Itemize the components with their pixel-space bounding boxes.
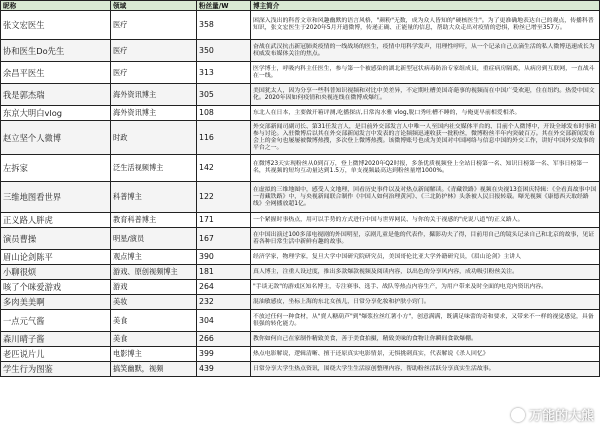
table-row: [1, 121, 600, 155]
cell-fans: 304: [197, 310, 251, 332]
cell-field: 明星/演员: [111, 228, 197, 250]
cell-fans: 171: [197, 213, 251, 228]
header-field: 领域: [111, 1, 197, 11]
cell-intro: 困深入浅出的科普文章和风趣幽默的语言风格，"颜粉"无数，成为众人皆知的"硬核医生"。为了更准确地表达自己的观点，传播科普知识，张文宏医生于2020年5月开通微博，传递正确、正能量的信息，帮助大众走出对疫情的恐惧，粉丝已增至357万。: [251, 11, 600, 40]
table-row: [1, 362, 600, 377]
cell-nickname: 森川晴子酱: [1, 332, 111, 347]
cell-nickname: 正义路人胖虎: [1, 213, 111, 228]
cell-field: 教育科普博主: [111, 213, 197, 228]
header-fans: 粉丝量/W: [197, 1, 251, 11]
cell-field: 医疗: [111, 11, 197, 40]
cell-fans: 167: [197, 228, 251, 250]
cell-intro: 外交部新闻司副司长、第31任发言人，是目前外交部发言人中唯一人至国内社交媒体平台的、目前个人微博中，开设全球发布时事和参与讨论。入驻微博后以其在外交部新闻发言中发表的言论频频迅速收获一批粉丝，微博粉丝半年内突破百万。其在外交部新闻发布会上的金句也屡屡被微博热搜，多次登上微博热搜。该微博账号也成为美国对中国网络与信息中国的外交工作，讲好中国外交故事的平台之一。: [251, 121, 600, 155]
cell-fans: 390: [197, 250, 251, 265]
cell-nickname: 咳了个咪爱游戏: [1, 280, 111, 295]
cell-fans: 181: [197, 265, 251, 280]
cell-field: 时政: [111, 121, 197, 155]
table-row: [1, 62, 600, 84]
cell-field: 观点博主: [111, 250, 197, 265]
table-row: [1, 213, 600, 228]
cell-fans: 399: [197, 347, 251, 362]
table-row: [1, 182, 600, 213]
cell-nickname: 一点元气酱: [1, 310, 111, 332]
cell-nickname: 学生行为图鉴: [1, 362, 111, 377]
cell-nickname: 东京大明白vlog: [1, 106, 111, 121]
table-row: [1, 310, 600, 332]
cell-intro: 美国犹太人，因为分享一些科普知识视频和对比中美差异，不定期吐槽美国奇葩事的视频而在中国广受欢迎，住在纽约。热爱中国文化。2020年因如何疫情和央视连线在微博成爆红。: [251, 84, 600, 106]
cell-intro: 混油敏感皮，坐标上海的东北女孩儿，日常分享化妆和护肤小窍门。: [251, 295, 600, 310]
cell-fans: 313: [197, 62, 251, 84]
cell-nickname: 三维地图看世界: [1, 182, 111, 213]
cell-fans: 305: [197, 84, 251, 106]
cell-intro: 一个紧握时事热点，用可以手势的方式进行中国与世界网民、与你的关于视感的"虎说八道"的正义路人。: [251, 213, 600, 228]
cell-field: 搞笑幽默，视频: [111, 362, 197, 377]
table-body: [1, 11, 600, 377]
cell-fans: 358: [197, 11, 251, 40]
cell-field: 电影博主: [111, 347, 197, 362]
cell-fans: 142: [197, 155, 251, 182]
cell-intro: "手谈无敌"的游戏区知名博主，专注赛事、选手、战队等热点内容生产，为用户带来及时全面的电竞内资讯内容。: [251, 280, 600, 295]
header-row: [1, 1, 600, 11]
cell-intro: 真人博主，注重人设过度，推出多款爆款视频及阅读内容，以出色的分享风内容，成功吸引粉丝关注。: [251, 265, 600, 280]
cell-nickname: 余昌平医生: [1, 62, 111, 84]
cell-nickname: 眉山论剑陈平: [1, 250, 111, 265]
table-row: [1, 84, 600, 106]
cell-field: 美食: [111, 332, 197, 347]
cell-field: 美食: [111, 310, 197, 332]
cell-field: 医疗: [111, 40, 197, 62]
cell-intro: 教你如何自己在家制作精致美食，善于美食拍摄，精致美味的食物让你瞬间食欲爆棚。: [251, 332, 600, 347]
watermark: [511, 405, 594, 424]
cell-field: 游戏: [111, 280, 197, 295]
table-row: [1, 155, 600, 182]
header-intro: 博主简介: [251, 1, 600, 11]
cell-intro: 在微博23天实现粉丝从0到百万，登上微博2020年Q2时报，多条优质视频登上全站日榜第一名、知识日榜第一名、军事日榜第一名，其视频的短均互动量达到1.5万，单支视频最高达到粉丝量增1000%。: [251, 155, 600, 182]
cell-fans: 439: [197, 362, 251, 377]
cell-field: 游戏、原创视频博主: [111, 265, 197, 280]
cell-fans: 264: [197, 280, 251, 295]
table-row: [1, 332, 600, 347]
cell-intro: 东北人在日本，主要做开箱评测,吃播探店,日常沟水雅 vlog,脱口秀吐槽不睡的，与俺更早前相爱相杀。: [251, 106, 600, 121]
cell-field: 科普博主: [111, 182, 197, 213]
cell-nickname: 演员曹操: [1, 228, 111, 250]
weibo-logo-icon: [511, 408, 525, 422]
cell-nickname: 我是郭杰瑞: [1, 84, 111, 106]
watermark-text: 万能的大熊: [528, 409, 594, 424]
cell-nickname: 赵立坚个人微博: [1, 121, 111, 155]
cell-fans: 350: [197, 40, 251, 62]
table-row: [1, 280, 600, 295]
cell-intro: 在中国出演过100多部电视剧的外国明星，京剧儿童是他的代表作，攝影功夫了得，目前用自己的镜头记录自己和北京的故事，见证着各种日常生活中新鲜有趣的故事。: [251, 228, 600, 250]
cell-intro: 经济学家，物理学家，复旦大学中国研究院研究员，美国哥伦比亚大学外籍研究员，《眉山论剑》主讲人: [251, 250, 600, 265]
cell-field: 海外资讯博主: [111, 84, 197, 106]
cell-fans: 232: [197, 295, 251, 310]
cell-fans: 116: [197, 121, 251, 155]
table-row: [1, 228, 600, 250]
cell-fans: 122: [197, 182, 251, 213]
cell-nickname: 老匹说片儿: [1, 347, 111, 362]
cell-field: 泛生活视频博主: [111, 155, 197, 182]
table-row: [1, 250, 600, 265]
cell-nickname: 协和医生Do先生: [1, 40, 111, 62]
cell-nickname: 小聊很烦: [1, 265, 111, 280]
cell-intro: 医学博士，呼吸内科主任医生，参与第一个被感染的湖北新型冠状病毒防治专家组成员，重症病房隔离，从病房到互联网，一直战斗在一线。: [251, 62, 600, 84]
cell-nickname: 多肉美美啊: [1, 295, 111, 310]
cell-fans: 108: [197, 106, 251, 121]
cell-intro: 在虚拟的三维地图中，感受人文地理，回看历史事件以及对热点新闻解读。《青藏铁路》视频在央视13套困庆特辑：《全看真故事中国一青藏铁路》中，与央视新闻联合制作《中国人如何治理黄河》、《三北防护林》头条被人民日报转载。曝光视频《康德西天取经路线》全网播放超1亿。: [251, 182, 600, 213]
cell-nickname: 左拆家: [1, 155, 111, 182]
cell-intro: 日常分享大学生热点资讯，围绕大学生生活原创整理内容，帮助粉丝活跃分享真实生活故事。: [251, 362, 600, 377]
cell-nickname: 张文宏医生: [1, 11, 111, 40]
cell-intro: 不放过任何一种食材，从"賣人糖葫芦"到"爆浆拉丝红薯小方"，创意满满，既满足味蕾的奇和要求，又带来不一样的视觉感觉，具备很强的转化能力。: [251, 310, 600, 332]
table-row: [1, 106, 600, 121]
cell-intro: 热点电影解说，逻辑清晰、擅于还原真实电影情景，无惧挑刺真实，代表解说《杀人回忆》: [251, 347, 600, 362]
cell-field: 医疗: [111, 62, 197, 84]
cell-field: 海外资讯博主: [111, 106, 197, 121]
table-row: [1, 347, 600, 362]
cell-field: 美妆: [111, 295, 197, 310]
cell-intro: 奋战在武汉抗击新冠肺炎疫情的一线战场的医生，疫情中用科学发声，用理性呼吁，从一个记录自己点滴生活的私人微博迅速成长为权威发布媒体关注的焦点。: [251, 40, 600, 62]
table-row: [1, 295, 600, 310]
table-row: [1, 265, 600, 280]
table-row: [1, 11, 600, 40]
header-nickname: 昵称: [1, 1, 111, 11]
cell-fans: 266: [197, 332, 251, 347]
table-row: [1, 40, 600, 62]
